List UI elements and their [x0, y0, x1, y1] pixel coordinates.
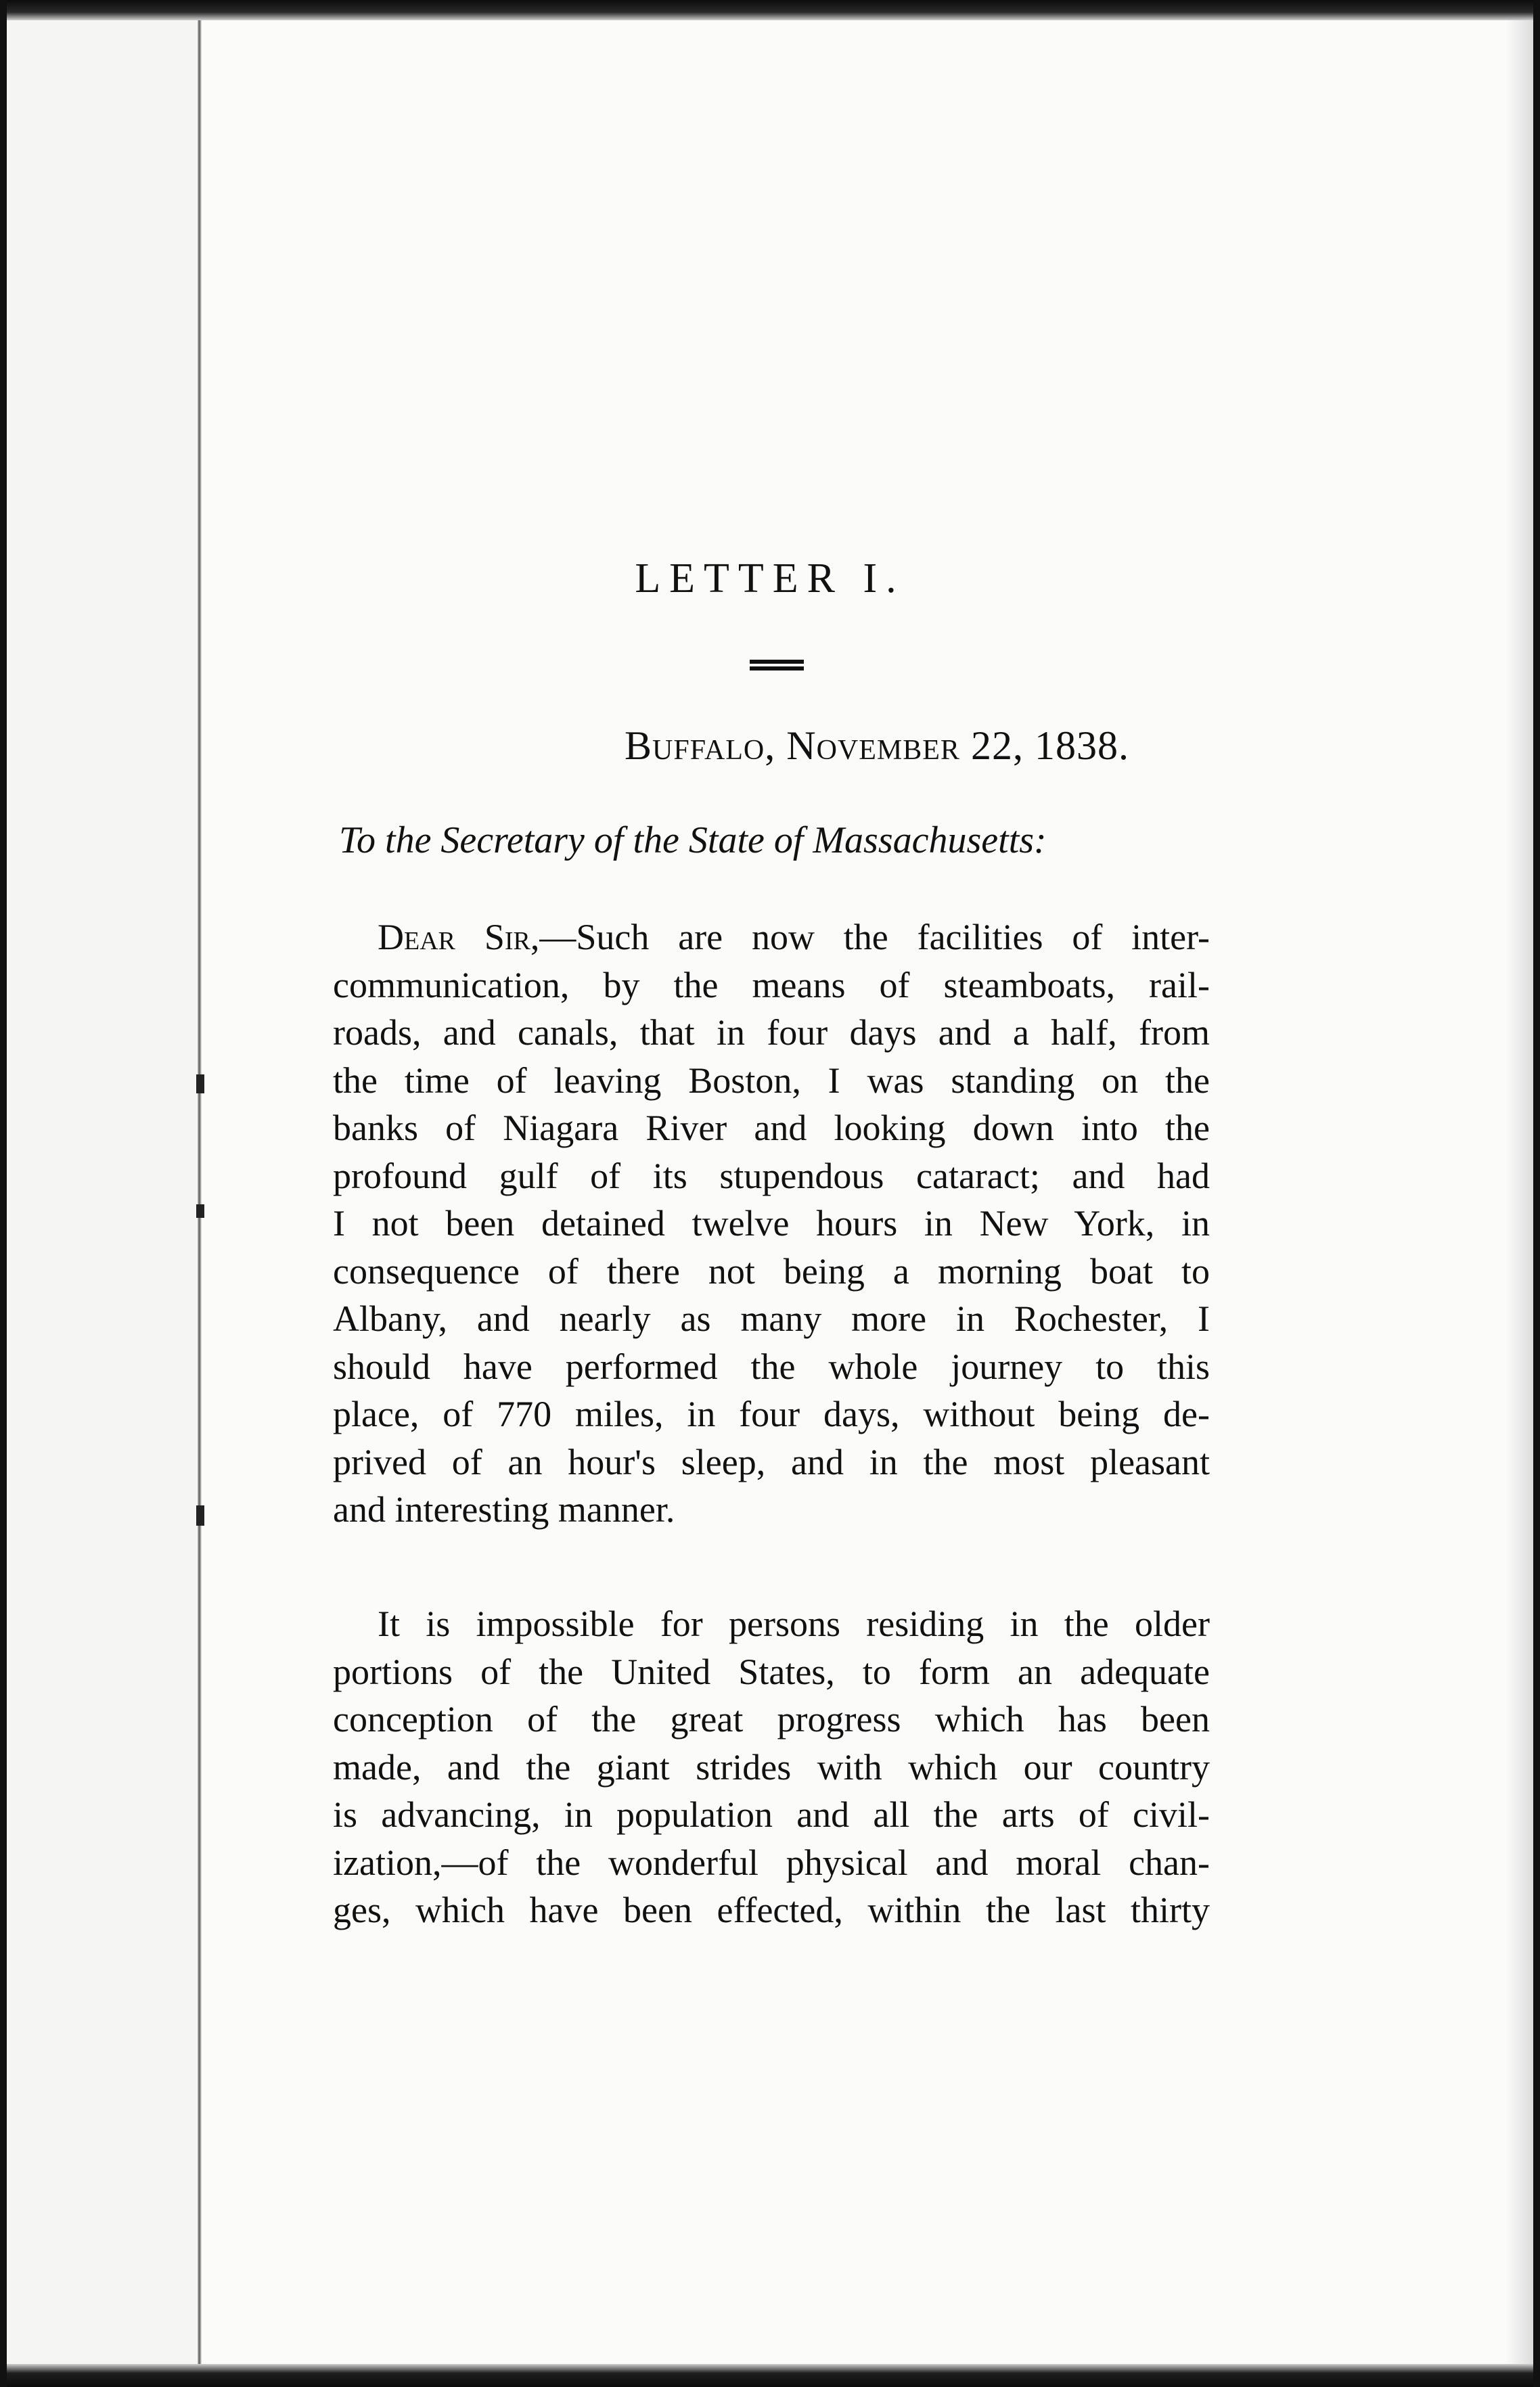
scan-border-left [0, 0, 7, 2387]
text-line: roads, and canals, that in four days and a half, from [333, 1012, 1210, 1053]
title-double-rule [750, 660, 804, 670]
text-line: place, of 770 miles, in four days, without being de- [333, 1394, 1210, 1434]
scan-border-top [0, 0, 1540, 20]
text-line: communication, by the means of steamboats, rail- [333, 964, 1210, 1005]
text-line: Albany, and nearly as many more in Rochester, I [333, 1298, 1210, 1339]
binding-mark [196, 1074, 204, 1093]
scan-border-bottom [0, 2364, 1540, 2387]
paragraph-1 [333, 913, 1210, 1534]
opening-greeting: Dear Sir, [378, 917, 540, 957]
binding-mark [196, 1204, 204, 1218]
text-line: prived of an hour's sleep, and in the most pleasant [333, 1441, 1210, 1482]
page-edge-shadow [1506, 19, 1533, 2367]
text-line: consequence of there not being a morning boat to [333, 1250, 1210, 1292]
letter-title: LETTER I. [635, 555, 905, 601]
dateline: Buffalo, November 22, 1838. [625, 723, 1129, 768]
scan-border-right [1533, 0, 1540, 2387]
text-line: Dear Sir,—Such are now the facilities of inter- [378, 917, 1210, 957]
paragraph-2 [333, 1600, 1210, 1934]
text-line: It is impossible for persons residing in the older [378, 1604, 1210, 1644]
text-line: is advancing, in population and all the arts of civil- [333, 1794, 1210, 1835]
binding-mark [196, 1505, 204, 1526]
text-line: made, and the giant strides with which our country [333, 1746, 1210, 1788]
text-line: portions of the United States, to form an adequate [333, 1651, 1210, 1692]
text-line: banks of Niagara River and looking down into the [333, 1108, 1210, 1148]
facing-page-edge [7, 19, 198, 2367]
text-line: ges, which have been effected, within the last thirty [333, 1890, 1210, 1930]
text-line: profound gulf of its stupendous cataract; and had [333, 1155, 1210, 1196]
text-line: and interesting manner. [333, 1489, 675, 1530]
text-line: conception of the great progress which has been [333, 1699, 1210, 1740]
salutation: To the Secretary of the State of Massachusetts: [339, 819, 1047, 861]
text-line: ization,—of the wonderful physical and moral chan- [333, 1842, 1210, 1883]
text-line: the time of leaving Boston, I was standing on the [333, 1060, 1210, 1101]
binding-gutter [198, 19, 202, 2367]
text-line: should have performed the whole journey to this [333, 1346, 1210, 1387]
text-line: I not been detained twelve hours in New York, in [333, 1203, 1210, 1244]
